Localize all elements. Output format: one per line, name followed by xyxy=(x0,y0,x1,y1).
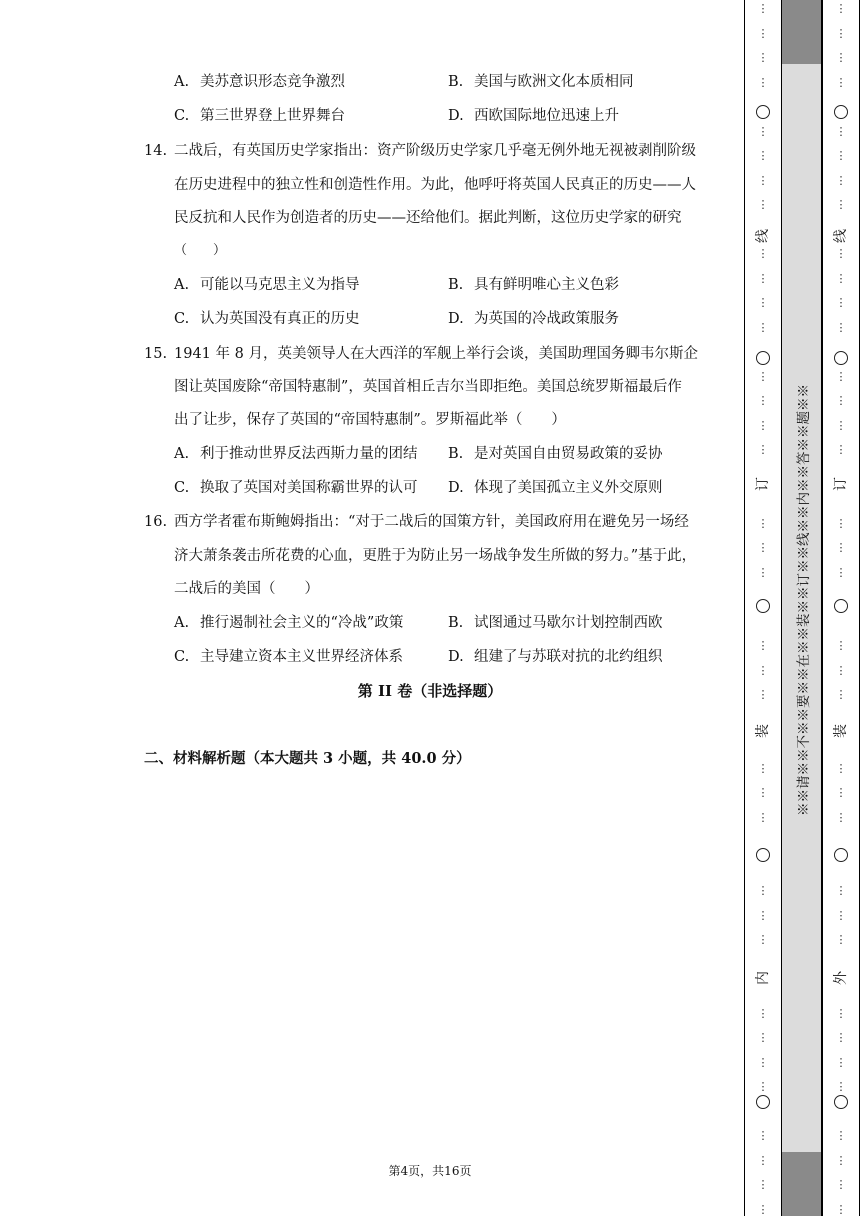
option-label: B. xyxy=(448,277,464,293)
q16-option-d[interactable] xyxy=(448,647,663,667)
inner-margin-char: 装 xyxy=(755,724,771,738)
q13-option-c-text: 第三世界登上世界舞台 xyxy=(200,108,345,124)
binding-hole-icon xyxy=(834,848,848,862)
dot-leader: ⋮ xyxy=(757,541,769,554)
q14-option-c[interactable] xyxy=(174,309,360,329)
q14-stem-line: 二战后，有英国历史学家指出：资产阶级历史学家几乎毫无例外地无视被剥削阶级 xyxy=(174,143,696,159)
dot-leader: ⋮ xyxy=(835,541,847,554)
binding-hole-icon xyxy=(834,105,848,119)
q15-stem-line: 出了让步，保存了英国的“帝国特惠制”。罗斯福此举（ ） xyxy=(174,412,566,428)
option-label: A. xyxy=(174,446,190,462)
dot-leader: ⋮ xyxy=(835,663,847,677)
dot-leader: ⋮ xyxy=(757,149,769,162)
dot-leader: ⋮ xyxy=(835,1006,847,1020)
dot-leader: ⋮ xyxy=(757,51,769,64)
q16-option-c[interactable] xyxy=(174,647,403,667)
binding-hole-icon xyxy=(756,599,770,613)
dot-leader: ⋮ xyxy=(757,1178,769,1191)
q16-option-a[interactable] xyxy=(174,613,403,633)
dot-leader: ⋮ xyxy=(835,247,847,260)
dot-leader: ⋮ xyxy=(757,418,769,432)
dot-leader: ⋮ xyxy=(835,51,847,64)
q16-stem-line: 二战后的美国（ ） xyxy=(174,581,319,597)
q14-number: 14. xyxy=(144,143,168,159)
dot-leader: ⋮ xyxy=(835,198,847,211)
q15-stem-line: 1941 年 8 月，英美领导人在大西洋的军舰上举行会谈，美国助理国务卿韦尔斯企 xyxy=(174,346,698,362)
dot-leader: ⋮ xyxy=(835,1178,847,1191)
q14-option-d-text: 为英国的冷战政策服务 xyxy=(474,311,619,327)
option-label: D. xyxy=(448,480,464,496)
q13-option-d-text: 西欧国际地位迅速上升 xyxy=(474,108,619,124)
dot-leader: ⋮ xyxy=(835,516,847,530)
dot-leader: ⋮ xyxy=(835,443,847,456)
binding-warning-text: ※※请※※不※※要※※在※※装※※订※※线※※内※※答※※题※※ xyxy=(796,384,812,816)
q14-option-a[interactable] xyxy=(174,275,360,295)
dot-leader: ⋮ xyxy=(757,173,769,187)
dot-leader: ⋮ xyxy=(835,688,847,701)
dot-leader: ⋮ xyxy=(757,1129,769,1142)
dot-leader: ⋮ xyxy=(835,761,847,775)
dot-leader: ⋮ xyxy=(757,933,769,946)
binding-hole-icon xyxy=(834,599,848,613)
dot-leader: ⋮ xyxy=(757,1080,769,1093)
q14-option-a-text: 可能以马克思主义为指导 xyxy=(200,277,360,293)
outer-margin-char: 装 xyxy=(833,724,849,738)
dot-leader: ⋮ xyxy=(757,75,769,89)
inner-margin-char: 内 xyxy=(755,971,771,985)
q13-option-d[interactable] xyxy=(448,106,619,126)
option-label: A. xyxy=(174,74,190,90)
dot-leader: ⋮ xyxy=(757,124,769,138)
section-title: 第 II 卷（非选择题） xyxy=(357,682,503,700)
binding-hole-icon xyxy=(756,351,770,365)
dot-leader: ⋮ xyxy=(835,149,847,162)
dot-leader: ⋮ xyxy=(835,26,847,40)
dot-leader: ⋮ xyxy=(757,908,769,922)
dot-leader: ⋮ xyxy=(757,2,769,15)
inner-dot-column xyxy=(745,0,781,1216)
dot-leader: ⋮ xyxy=(835,1080,847,1093)
q16-option-c-text: 主导建立资本主义世界经济体系 xyxy=(200,649,403,665)
q13-option-c[interactable] xyxy=(174,106,345,126)
dot-leader: ⋮ xyxy=(757,516,769,530)
dot-leader: ⋮ xyxy=(757,198,769,211)
binding-hole-icon xyxy=(834,351,848,365)
dot-leader: ⋮ xyxy=(835,75,847,89)
dot-leader: ⋮ xyxy=(835,418,847,432)
dot-leader: ⋮ xyxy=(757,663,769,677)
option-label: B. xyxy=(448,615,464,631)
q16-option-b[interactable] xyxy=(448,613,663,633)
q16-option-a-text: 推行遏制社会主义的“冷战”政策 xyxy=(200,615,404,631)
outer-margin-char: 订 xyxy=(833,477,849,491)
dot-leader: ⋮ xyxy=(757,810,769,824)
dot-leader: ⋮ xyxy=(835,1153,847,1167)
dot-leader: ⋮ xyxy=(835,810,847,824)
q14-option-d[interactable] xyxy=(448,309,619,329)
q16-number: 16. xyxy=(144,514,168,530)
dot-leader: ⋮ xyxy=(757,394,769,407)
dot-leader: ⋮ xyxy=(835,1202,847,1216)
dot-leader: ⋮ xyxy=(835,884,847,897)
dot-leader: ⋮ xyxy=(835,296,847,309)
option-label: B. xyxy=(448,74,464,90)
dot-leader: ⋮ xyxy=(757,1031,769,1044)
q13-option-b-text: 美国与欧洲文化本质相同 xyxy=(474,74,634,90)
option-label: C. xyxy=(174,108,190,124)
q16-option-d-text: 组建了与苏联对抗的北约组织 xyxy=(474,649,663,665)
option-label: D. xyxy=(448,108,464,124)
dot-leader: ⋮ xyxy=(757,443,769,456)
dot-leader: ⋮ xyxy=(757,1202,769,1216)
dot-leader: ⋮ xyxy=(757,786,769,799)
page-footer: 第4页，共16页 xyxy=(388,1164,472,1178)
dot-leader: ⋮ xyxy=(757,1055,769,1069)
dot-leader: ⋮ xyxy=(757,1153,769,1167)
strip-cap-bottom xyxy=(782,1152,821,1216)
option-label: A. xyxy=(174,615,190,631)
inner-margin-char: 订 xyxy=(755,477,771,491)
inner-margin-char: 线 xyxy=(755,229,771,243)
q15-option-a-text: 利于推动世界反法西斯力量的团结 xyxy=(200,446,418,462)
binding-hole-icon xyxy=(756,105,770,119)
dot-leader: ⋮ xyxy=(757,1006,769,1020)
dot-leader: ⋮ xyxy=(835,173,847,187)
dot-leader: ⋮ xyxy=(757,761,769,775)
inner-binding-strip xyxy=(744,0,782,1216)
q16-stem-line: 西方学者霍布斯鲍姆指出：“对于二战后的国策方针，美国政府用在避免另一场经 xyxy=(174,514,689,530)
dot-leader: ⋮ xyxy=(835,786,847,799)
option-label: C. xyxy=(174,480,190,496)
q15-option-c[interactable] xyxy=(174,478,418,498)
option-label: C. xyxy=(174,649,190,665)
dot-leader: ⋮ xyxy=(757,369,769,383)
q14-option-c-text: 认为英国没有真正的历史 xyxy=(200,311,360,327)
q14-stem-line: 民反抗和人民作为创造者的历史——还给他们。据此判断，这位历史学家的研究 xyxy=(174,210,682,226)
binding-hole-icon xyxy=(834,1095,848,1109)
q15-stem-line: 图让英国废除“帝国特惠制”，英国首相丘吉尔当即拒绝。美国总统罗斯福最后作 xyxy=(174,379,682,395)
q14-stem-line: 在历史进程中的独立性和创造性作用。为此，他呼吁将英国人民真正的历史——人 xyxy=(174,177,696,193)
option-label: D. xyxy=(448,649,464,665)
dot-leader: ⋮ xyxy=(757,565,769,579)
binding-hole-icon xyxy=(756,848,770,862)
q15-number: 15. xyxy=(144,346,168,362)
outer-dot-column xyxy=(823,0,859,1216)
dot-leader: ⋮ xyxy=(757,247,769,260)
dot-leader: ⋮ xyxy=(757,320,769,334)
q14-option-b[interactable] xyxy=(448,275,619,295)
option-label: A. xyxy=(174,277,190,293)
dot-leader: ⋮ xyxy=(835,2,847,15)
dot-leader: ⋮ xyxy=(835,565,847,579)
dot-leader: ⋮ xyxy=(835,124,847,138)
q14-answer-blank: （ ） xyxy=(174,243,227,258)
q15-option-d[interactable] xyxy=(448,478,663,498)
q15-option-c-text: 换取了英国对美国称霸世界的认可 xyxy=(200,480,418,496)
dot-leader: ⋮ xyxy=(757,296,769,309)
dot-leader: ⋮ xyxy=(757,884,769,897)
dot-leader: ⋮ xyxy=(757,271,769,285)
dot-leader: ⋮ xyxy=(835,908,847,922)
q14-option-b-text: 具有鲜明唯心主义色彩 xyxy=(474,277,619,293)
dot-leader: ⋮ xyxy=(757,639,769,652)
q13-option-a-text: 美苏意识形态竞争激烈 xyxy=(200,74,345,90)
dot-leader: ⋮ xyxy=(757,26,769,40)
dot-leader: ⋮ xyxy=(835,271,847,285)
q16-stem-line: 济大萧条袭击所花费的心血，更胜于为防止另一场战争发生所做的努力。”基于此， xyxy=(174,548,697,564)
option-label: B. xyxy=(448,446,464,462)
q15-option-d-text: 体现了美国孤立主义外交原则 xyxy=(474,480,663,496)
q15-option-b[interactable] xyxy=(448,444,663,464)
q13-option-a[interactable] xyxy=(174,72,345,92)
dot-leader: ⋮ xyxy=(835,933,847,946)
outer-binding-strip xyxy=(822,0,860,1216)
q13-option-b[interactable] xyxy=(448,72,634,92)
q15-option-b-text: 是对英国自由贸易政策的妥协 xyxy=(474,446,663,462)
outer-margin-char: 外 xyxy=(833,971,849,985)
outer-margin-char: 线 xyxy=(833,229,849,243)
dot-leader: ⋮ xyxy=(835,320,847,334)
q15-option-a[interactable] xyxy=(174,444,418,464)
strip-cap-top xyxy=(782,0,821,64)
part-title: 二、材料解析题（本大题共 3 小题，共 40.0 分） xyxy=(144,750,471,767)
binding-hole-icon xyxy=(756,1095,770,1109)
dot-leader: ⋮ xyxy=(835,1031,847,1044)
q16-option-b-text: 试图通过马歇尔计划控制西欧 xyxy=(474,615,663,631)
dot-leader: ⋮ xyxy=(835,1129,847,1142)
dot-leader: ⋮ xyxy=(835,369,847,383)
option-label: D. xyxy=(448,311,464,327)
option-label: C. xyxy=(174,311,190,327)
dot-leader: ⋮ xyxy=(757,688,769,701)
dot-leader: ⋮ xyxy=(835,639,847,652)
dot-leader: ⋮ xyxy=(835,1055,847,1069)
dot-leader: ⋮ xyxy=(835,394,847,407)
